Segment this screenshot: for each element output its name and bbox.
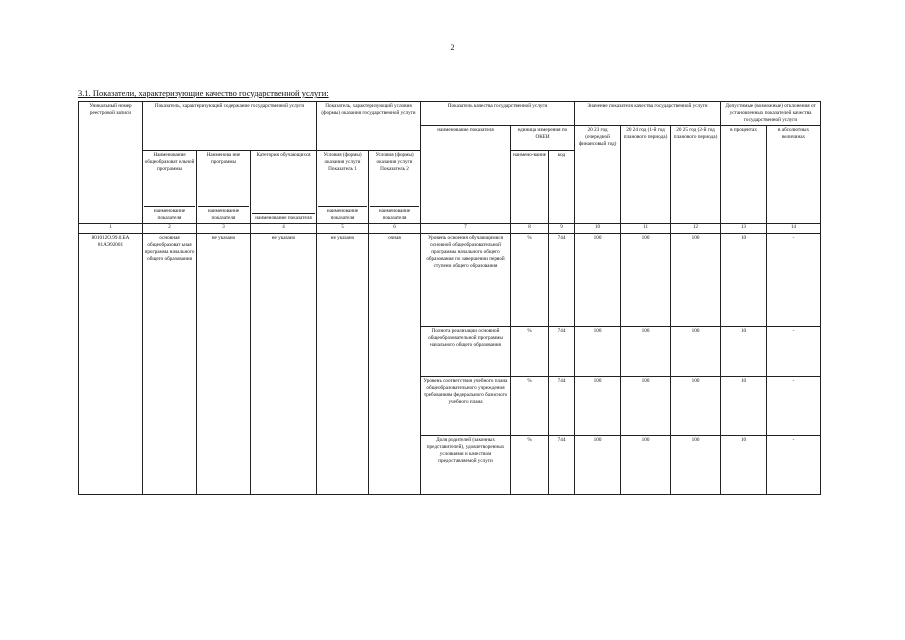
- col4-bottom: наименование показателя: [252, 213, 315, 222]
- record-category: не указано: [251, 233, 317, 494]
- deviation-percent: 10: [721, 376, 767, 435]
- indicator-name: Уровень освоения обучающимися основной общеобразовательной программы начального общего образования по завершении первой ступени общего образования: [421, 233, 511, 326]
- col-num: 13: [721, 224, 767, 234]
- col-num: 5: [317, 224, 369, 234]
- deviation-absolute: -: [767, 326, 821, 376]
- col-num: 12: [671, 224, 721, 234]
- col4-top: Категория обучающихся: [256, 152, 311, 159]
- record-code: 801012О.99.0.БА 81АЭ92001: [79, 233, 143, 494]
- header-year2: 20 24 год (1-й год планового периода): [621, 126, 671, 224]
- col-num: 11: [621, 224, 671, 234]
- value-year1: 100: [575, 233, 621, 326]
- col-num: 1: [79, 224, 143, 234]
- record-condition2: очная: [369, 233, 421, 494]
- record-program: основная общеобразоват ьная программа начального общего образования: [143, 233, 197, 494]
- section-title: 3.1. Показатели, характеризующие качество государственной услуги:: [78, 88, 329, 98]
- header-col5: [317, 151, 369, 224]
- value-year1: 100: [575, 326, 621, 376]
- record-program-name: не указано: [197, 233, 251, 494]
- unit-name: %: [511, 326, 549, 376]
- col-num: 4: [251, 224, 317, 234]
- column-number-row: [79, 224, 821, 234]
- header-indicator-name: наименование показателя: [421, 126, 511, 224]
- header-col3: [197, 151, 251, 224]
- record-condition1: не указано: [317, 233, 369, 494]
- col2-bottom: наименование показателя: [144, 206, 195, 222]
- value-year2: 100: [621, 233, 671, 326]
- col-num: 7: [421, 224, 511, 234]
- indicator-name: Доля родителей (законных представителей), удовлетворенных условиями и качеством предоставляемой услуги: [421, 435, 511, 494]
- unit-code: 744: [549, 376, 575, 435]
- header-year1: 20 23 год (очередной финансовый год): [575, 126, 621, 224]
- header-in-percent: в процентах: [721, 126, 767, 224]
- header-conditions-group: Показатель, характеризующий условия (формы) оказания государственной услуги: [317, 102, 421, 151]
- col5-top: Условия (формы) оказания услуги Показатель 1: [323, 152, 362, 173]
- header-row-1: [79, 102, 821, 126]
- unit-name: %: [511, 435, 549, 494]
- deviation-percent: 10: [721, 435, 767, 494]
- header-col4: [251, 151, 317, 224]
- col-num: 10: [575, 224, 621, 234]
- table-row: [79, 233, 821, 326]
- col-num: 3: [197, 224, 251, 234]
- col-num: 14: [767, 224, 821, 234]
- header-col2: [143, 151, 197, 224]
- header-unit-code: код: [549, 151, 575, 224]
- col5-bottom: наименование показателя: [318, 206, 367, 222]
- col6-top: Условия (формы) оказания услуги Показатель 2: [375, 152, 414, 173]
- quality-indicators-table: [78, 101, 821, 495]
- header-quality-group: Показатель качества государственной услуги: [421, 102, 575, 126]
- header-content-group: Показатель, характеризующий содержание государственной услуги: [143, 102, 317, 151]
- indicator-name: Уровень соответствия учебного плана общеобразовательного учреждения требованиям федерального базисного учебного плана: [421, 376, 511, 435]
- col-num: 2: [143, 224, 197, 234]
- value-year2: 100: [621, 326, 671, 376]
- unit-code: 744: [549, 435, 575, 494]
- header-col6: [369, 151, 421, 224]
- header-unique-number: Уникальный номер реестровой записи: [79, 102, 143, 224]
- header-year3: 20 25 год (2-й год планового периода): [671, 126, 721, 224]
- value-year2: 100: [621, 435, 671, 494]
- col-num: 6: [369, 224, 421, 234]
- indicator-name: Полнота реализации основной общеобразовательной программы начального общего образования: [421, 326, 511, 376]
- col2-top: Наименование общеобразоват ельной программы: [144, 152, 195, 173]
- col-num: 9: [549, 224, 575, 234]
- value-year3: 100: [671, 326, 721, 376]
- unit-code: 744: [549, 326, 575, 376]
- col3-top: Наименова ние программы: [206, 152, 241, 166]
- deviation-absolute: -: [767, 233, 821, 326]
- header-unit-name: наимено-вание: [511, 151, 549, 224]
- value-year3: 100: [671, 233, 721, 326]
- header-value-group: Значение показателя качества государственной услуги: [575, 102, 721, 126]
- unit-code: 744: [549, 233, 575, 326]
- value-year1: 100: [575, 435, 621, 494]
- value-year3: 100: [671, 435, 721, 494]
- header-deviation-group: Допустимые (возможные) отклонения от установленных показателей качества государственной услуги: [721, 102, 821, 126]
- header-in-absolute: в абсолютных величинах: [767, 126, 821, 224]
- value-year3: 100: [671, 376, 721, 435]
- value-year2: 100: [621, 376, 671, 435]
- deviation-absolute: -: [767, 435, 821, 494]
- unit-name: %: [511, 233, 549, 326]
- col6-bottom: наименование показателя: [370, 206, 419, 222]
- deviation-absolute: -: [767, 376, 821, 435]
- deviation-percent: 10: [721, 326, 767, 376]
- col-num: 8: [511, 224, 549, 234]
- page-number: 2: [450, 43, 455, 52]
- value-year1: 100: [575, 376, 621, 435]
- col3-bottom: наименование показателя: [198, 206, 249, 222]
- unit-name: %: [511, 376, 549, 435]
- header-unit-okei: единица измерения по ОКЕИ: [511, 126, 575, 151]
- deviation-percent: 10: [721, 233, 767, 326]
